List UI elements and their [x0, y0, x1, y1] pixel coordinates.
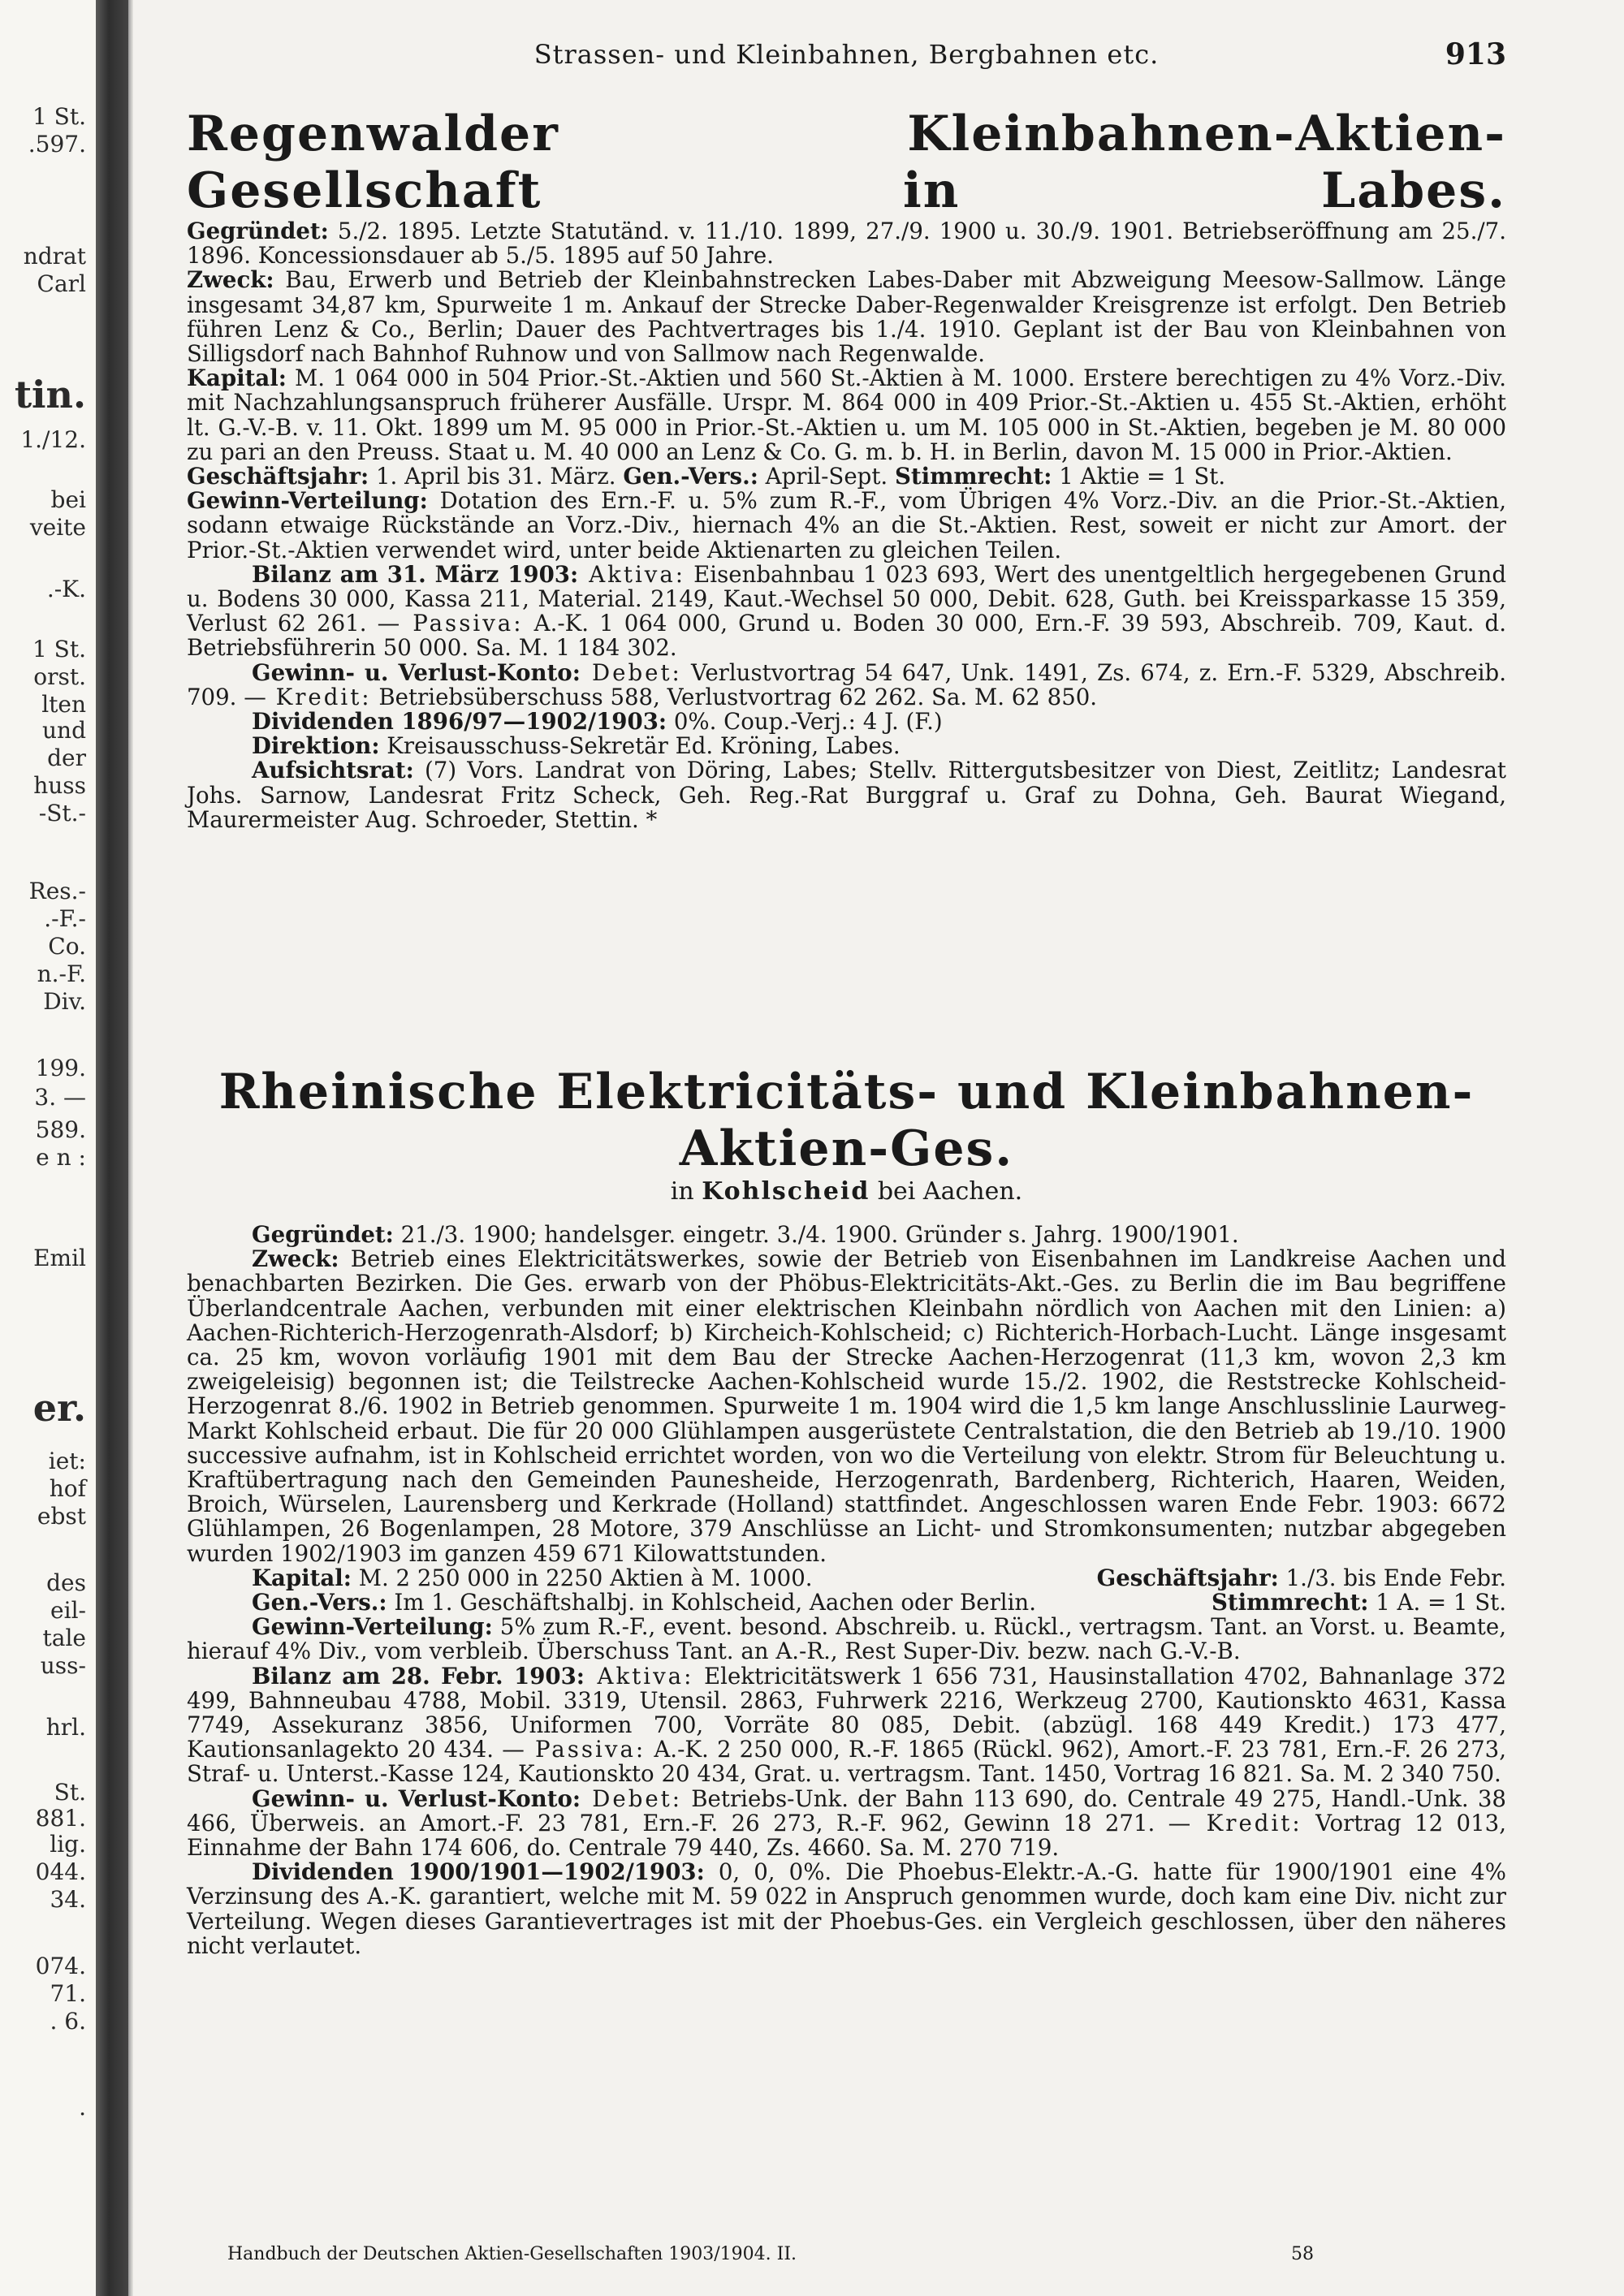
margin-fragment: 589.: [35, 1116, 86, 1143]
margin-fragment: 3. —: [34, 1084, 86, 1111]
debit-text: Betriebs-Unk. der Bahn 113 690, do. Centrale 49 275, Handl.-Unk. 38 466, Überweis. an Amort.-F. 23 781, Ern.-F. 26 273, R.-F. 962, Gewinn 18 271. —: [187, 1785, 1506, 1836]
general-meeting-label: Gen.-Vers.:: [252, 1589, 387, 1616]
book-spine-shadow: [96, 0, 128, 2296]
capital-label: Kapital:: [252, 1564, 352, 1591]
dividends-text: 0, 0, 0%. Die Phoebus-Elektr.-A.-G. hatte für 1900/1901 eine 4% Verzinsung des A.-K. garantiert, welche mit M. 59 022 in Anspruch genommen wurde, doch kam eine Div. nicht zur Verteilung. Wegen dieses Garantievertrages ist mit der Phoebus-Ges. ein Vergleich geschlossen, über den näheres nicht verlautet.: [187, 1858, 1506, 1959]
credit-text: Vortrag 12 013, Einnahme der Bahn 174 606, do. Centrale 79 440, Zs. 4660. Sa. M. 270 719.: [187, 1809, 1506, 1862]
management-paragraph: [187, 734, 1506, 758]
debit-label: Debet:: [581, 1785, 683, 1812]
debit-text: Verlustvortrag 54 647, Unk. 1491, Zs. 674, z. Ern.-F. 5329, Abschreib. 709. —: [187, 658, 1506, 710]
dividends-label: Dividenden 1900/1901—1902/1903:: [252, 1858, 705, 1886]
fiscal-year-text: 1. April bis 31. März.: [369, 463, 616, 490]
purpose-text: Bau, Erwerb und Betrieb der Kleinbahnstrecken Labes-Daber mit Abzweigung Meesow-Sallmow. Länge insgesamt 34,87 km, Spurweite 1 m. Ankauf der Strecke Daber-Regenwalder Kreisgrenze ist erfolgt. Den Betrieb führen Lenz & Co., Berlin; Dauer des Pachtvertrages bis 1./4. 1910. Geplant ist der Bau von Kleinbahnen von Silligsdorf nach Bahnhof Ruhnow und von Sallmow nach Regenwalde.: [187, 266, 1506, 368]
voting-right-text: 1 Aktie = 1 St.: [1052, 463, 1226, 490]
company-title: Regenwalder Kleinbahnen-Aktien-Gesellschaft in Labes.: [187, 106, 1506, 219]
liabilities-text: A.-K. 1 064 000, Grund u. Boden 30 000, Ern.-F. 39 593, Abschreib. 709, Kaut. d. Betriebsführerin 50 000. Sa. M. 1 184 302.: [187, 610, 1506, 662]
meeting-voting-row: [187, 1590, 1506, 1615]
supervisory-board-label: Aufsichtsrat:: [252, 757, 414, 784]
general-meeting-text: Im 1. Geschäftshalbj. in Kohlscheid, Aachen oder Berlin.: [387, 1589, 1036, 1616]
founded-label: Gegründet:: [187, 218, 329, 244]
margin-fragment: eil-: [50, 1597, 86, 1624]
margin-fragment: lig.: [50, 1831, 86, 1858]
margin-fragment: ndrat: [23, 243, 86, 270]
running-title: Strassen- und Kleinbahnen, Bergbahnen etc.: [533, 39, 1160, 70]
margin-fragment: .-K.: [46, 576, 86, 602]
fiscal-year-text: 1./3. bis Ende Febr.: [1278, 1564, 1506, 1591]
margin-fragment: St.: [54, 1779, 86, 1806]
margin-fragment: .: [79, 2094, 86, 2121]
balance-sheet-label: Bilanz am 31. März 1903:: [252, 560, 579, 588]
page-footer: [187, 2244, 1506, 2277]
page-edge: [128, 0, 133, 2296]
profit-distribution-paragraph: [187, 489, 1506, 563]
margin-fragment: des: [46, 1569, 86, 1596]
dividends-label: Dividenden 1896/97—1902/1903:: [252, 708, 667, 736]
debit-label: Debet:: [580, 658, 682, 686]
margin-fragment: und: [42, 717, 86, 744]
margin-fragment: 1 St.: [32, 636, 86, 662]
margin-fragment: .597.: [28, 131, 86, 158]
dividends-paragraph: [187, 1860, 1506, 1958]
sheet-signature: 58: [1291, 2244, 1314, 2264]
dividends-text: 0%. Coup.-Verj.: 4 J. (F.): [667, 708, 943, 736]
margin-fragment: der: [47, 744, 86, 771]
supervisory-board-paragraph: [187, 758, 1506, 832]
margin-fragment: tale: [42, 1625, 86, 1651]
margin-fragment: er.: [32, 1386, 86, 1430]
assets-label: Aktiva:: [578, 560, 686, 588]
founded-paragraph: [187, 1223, 1506, 1247]
running-header: [187, 39, 1506, 80]
page-number: 913: [1445, 37, 1506, 71]
margin-fragment: .-F.-: [44, 905, 86, 932]
fiscal-year-label: Geschäftsjahr:: [1096, 1564, 1279, 1591]
assets-label: Aktiva:: [585, 1662, 694, 1690]
footer-citation: Handbuch der Deutschen Aktien-Gesellschaften 1903/1904. II.: [227, 2244, 797, 2264]
margin-fragment: Div.: [43, 988, 86, 1015]
liabilities-text: A.-K. 2 250 000, R.-F. 1865 (Rückl. 962), Amort.-F. 23 781, Ern.-F. 26 273, Straf- u. Unterst.-Kasse 124, Kautionskto 20 434, Grat. u. vertragsm. Tant. 1450, Vortrag 16 821. Sa. M. 2 340 750.: [187, 1736, 1506, 1788]
margin-fragment: hrl.: [45, 1714, 86, 1741]
general-meeting-label: Gen.-Vers.:: [623, 463, 758, 490]
purpose-label: Zweck:: [252, 1245, 339, 1273]
margin-fragment: 34.: [50, 1886, 86, 1913]
general-meeting-item: [252, 1590, 1036, 1615]
balance-sheet-paragraph: [187, 560, 1506, 662]
margin-fragment: huss: [33, 772, 86, 799]
margin-fragment: 074.: [35, 1953, 86, 1979]
credit-label: Kredit:: [266, 683, 372, 710]
location-suffix: bei Aachen.: [870, 1177, 1023, 1206]
credit-text: Betriebsüberschuss 588, Verlustvortrag 62 262. Sa. M. 62 850.: [371, 683, 1098, 710]
margin-fragment: uss-: [40, 1652, 86, 1679]
management-label: Direktion:: [252, 732, 380, 760]
margin-fragment: 199.: [35, 1055, 86, 1081]
fiscal-year-label: Geschäftsjahr:: [187, 463, 369, 490]
profit-loss-paragraph: [187, 1787, 1506, 1861]
capital-fiscal-row: [187, 1566, 1506, 1590]
margin-fragment: Co.: [48, 933, 86, 960]
margin-fragment: ebst: [37, 1503, 86, 1530]
capital-item: [252, 1566, 813, 1590]
location-place: Kohlscheid: [702, 1177, 870, 1206]
supervisory-board-text: (7) Vors. Landrat von Döring, Labes; Stellv. Rittergutsbesitzer von Diest, Zeitlitz; Landesrat Johs. Sarnow, Landesrat Fritz Scheck, Geh. Reg.-Rat Burggraf u. Graf zu Dohna, Geh. Baurat Wiegand, Maurermeister Aug. Schroeder, Stettin. *: [187, 757, 1506, 833]
margin-fragment: lten: [41, 691, 86, 718]
margin-fragment: 1 St.: [32, 103, 86, 130]
profit-loss-label: Gewinn- u. Verlust-Konto:: [252, 1785, 581, 1812]
company-location: [187, 1177, 1506, 1206]
company-entry-rheinische: [187, 1064, 1506, 1958]
voting-right-text: 1 A. = 1 St.: [1368, 1589, 1506, 1616]
profit-distribution-label: Gewinn-Verteilung:: [187, 487, 428, 515]
margin-fragment: 71.: [50, 1980, 86, 2007]
margin-fragment: tin.: [14, 373, 86, 416]
profit-loss-label: Gewinn- u. Verlust-Konto:: [252, 658, 581, 686]
liabilities-label: Passiva:: [524, 1736, 646, 1763]
management-text: Kreisausschuss-Sekretär Ed. Kröning, Labes.: [379, 732, 901, 760]
document-page: [187, 0, 1506, 2296]
margin-fragment: . 6.: [50, 2008, 86, 2035]
capital-text: M. 2 250 000 in 2250 Aktien à M. 1000.: [351, 1564, 813, 1591]
margin-fragment: n.-F.: [37, 960, 86, 987]
credit-label: Kredit:: [1190, 1809, 1302, 1836]
profit-distribution-text: 5% zum R.-F., event. besond. Abschreib. u. Rückl., vertragsm. Tant. an Vorst. u. Beamte, hierauf 4% Div., vom verbleib. Überschuss Tant. an A.-R., Rest Super-Div. bezw. nach G.-V.-B.: [187, 1613, 1506, 1665]
voting-right-label: Stimmrecht:: [1211, 1589, 1369, 1616]
capital-text: M. 1 064 000 in 504 Prior.-St.-Aktien und 560 St.-Aktien à M. 1000. Erstere berechtigen zu 4% Vorz.-Div. mit Nachzahlungsanspruch früherer Ausfälle. Urspr. M. 864 000 in 409 Prior.-St.-Aktien u. 455 St.-Aktien, erhöht lt. G.-V.-B. v. 11. Okt. 1899 um M. 95 000 in Prior.-St.-Aktien u. um M. 105 000 in St.-Aktien, begeben je M. 80 000 zu pari an den Preuss. Staat u. M. 40 000 an Lenz & Co. G. m. b. H. in Berlin, davon M. 15 000 in Prior.-Aktien.: [187, 365, 1506, 465]
balance-sheet-label: Bilanz am 28. Febr. 1903:: [252, 1662, 585, 1690]
margin-fragment: 1./12.: [20, 426, 86, 453]
margin-fragment: e n :: [36, 1144, 86, 1171]
founded-text: 21./3. 1900; handelsger. eingetr. 3./4. 1900. Gründer s. Jahrg. 1900/1901.: [393, 1221, 1239, 1248]
margin-fragment: -St.-: [38, 800, 86, 826]
margin-fragment: Emil: [33, 1245, 86, 1271]
dividends-paragraph: [187, 710, 1506, 734]
capital-paragraph: [187, 366, 1506, 464]
voting-right-item: [1212, 1590, 1506, 1615]
capital-label: Kapital:: [187, 365, 287, 392]
purpose-paragraph: [187, 1247, 1506, 1566]
assets-text: Elektricitätswerk 1 656 731, Hausinstallation 4702, Bahnanlage 372 499, Bahnneubau 4788, Mobil. 3319, Utensil. 2863, Fuhrwerk 2216, Werkzeug 2700, Kautionskto 4631, Kassa 7749, Assekuranz 3856, Uniformen 700, Vorräte 80 085, Debit. (abzügl. 168 449 Kredit.) 173 477, Kautionsanlagekto 20 434. —: [187, 1662, 1506, 1763]
margin-fragment: veite: [29, 514, 86, 541]
profit-distribution-label: Gewinn-Verteilung:: [252, 1613, 493, 1641]
founded-label: Gegründet:: [252, 1221, 394, 1248]
general-meeting-text: April-Sept.: [758, 463, 888, 490]
voting-right-label: Stimmrecht:: [894, 463, 1052, 490]
margin-fragment: Res.-: [28, 878, 86, 904]
company-entry-regenwalder: [187, 106, 1506, 832]
location-prefix: in: [670, 1177, 702, 1206]
adjacent-page-margin: [0, 0, 96, 2296]
margin-fragment: orst.: [33, 663, 86, 690]
liabilities-label: Passiva:: [400, 610, 524, 637]
balance-sheet-paragraph: [187, 1664, 1506, 1787]
founded-paragraph: [187, 219, 1506, 268]
profit-distribution-paragraph: [187, 1615, 1506, 1664]
margin-fragment: hof: [49, 1475, 86, 1502]
fiscal-year-paragraph: [187, 464, 1506, 489]
margin-fragment: Carl: [37, 270, 86, 297]
purpose-label: Zweck:: [187, 266, 274, 294]
fiscal-year-item: [1097, 1566, 1506, 1590]
margin-fragment: bei: [50, 486, 86, 513]
founded-text: 5./2. 1895. Letzte Statutänd. v. 11./10. 1899, 27./9. 1900 u. 30./9. 1901. Betriebseröffnung am 25./7. 1896. Koncessionsdauer ab 5./5. 1895 auf 50 Jahre.: [187, 218, 1506, 270]
assets-text: Eisenbahnbau 1 023 693, Wert des unentgeltlich hergegebenen Grund u. Bodens 30 000, Kassa 211, Material. 2149, Kaut.-Wechsel 50 000, Debit. 628, Guth. bei Kreissparkasse 15 359, Verlust 62 261. —: [187, 560, 1506, 637]
purpose-text: Betrieb eines Elektricitätswerkes, sowie der Betrieb von Eisenbahnen im Landkreise Aachen und benachbarten Bezirken. Die Ges. erwarb von der Phöbus-Elektricitäts-Akt.-Ges. zu Berlin die im Bau begriffene Überlandcentrale Aachen, verbunden mit einer elektrischen Kleinbahn nördlich von Aachen mit den Linien: a) Aachen-Richterich-Herzogenrath-Alsdorf; b) Kircheich-Kohlscheid; c) Richterich-Horbach-Lucht. Länge insgesamt ca. 25 km, wovon vorläufig 1901 mit dem Bau der Strecke Aachen-Herzogenrat (11,3 km, wovon 2,3 km zweigeleisig) begonnen ist; die Teilstrecke Aachen-Kohlscheid wurde 15./2. 1902, die Reststrecke Kohlscheid-Herzogenrat 8./6. 1902 in Betrieb genommen. Spurweite 1 m. 1904 wird die 1,5 km lange Anschlusslinie Laurweg-Markt Kohlscheid erbaut. Die für 20 000 Glühlampen ausgerüstete Centralstation, die den Betrieb ab 19./10. 1900 successive aufnahm, ist in Kohlscheid errichtet worden, von wo die Verteilung von elektr. Strom für Beleuchtung u. Kraftübertragung nach den Gemeinden Paunesheide, Herzogenrath, Bardenberg, Richterich, Haaren, Weiden, Broich, Würselen, Laurensberg und Kerkrade (Holland) stattfindet. Angeschlossen waren Ende Febr. 1903: 6672 Glühlampen, 26 Bogenlampen, 28 Motore, 379 Anschlüsse an Licht- und Stromkonsumenten; nutzbar abgegeben wurden 1902/1903 im ganzen 459 671 Kilowattstunden.: [187, 1245, 1506, 1567]
profit-loss-paragraph: [187, 658, 1506, 710]
margin-fragment: 881.: [35, 1805, 86, 1832]
margin-fragment: iet:: [48, 1448, 86, 1474]
margin-fragment: 044.: [35, 1858, 86, 1885]
profit-distribution-text: Dotation des Ern.-F. u. 5% zum R.-F., vom Übrigen 4% Vorz.-Div. an die Prior.-St.-Aktien, sodann etwaige Rückstände an Vorz.-Div., hiernach 4% an die St.-Aktien. Rest, soweit er nicht zur Amort. der Prior.-St.-Aktien verwendet wird, unter beide Aktienarten zu gleichen Teilen.: [187, 487, 1506, 563]
company-title: Rheinische Elektricitäts- und Kleinbahnen-Aktien-Ges.: [218, 1064, 1475, 1177]
purpose-paragraph: [187, 268, 1506, 366]
